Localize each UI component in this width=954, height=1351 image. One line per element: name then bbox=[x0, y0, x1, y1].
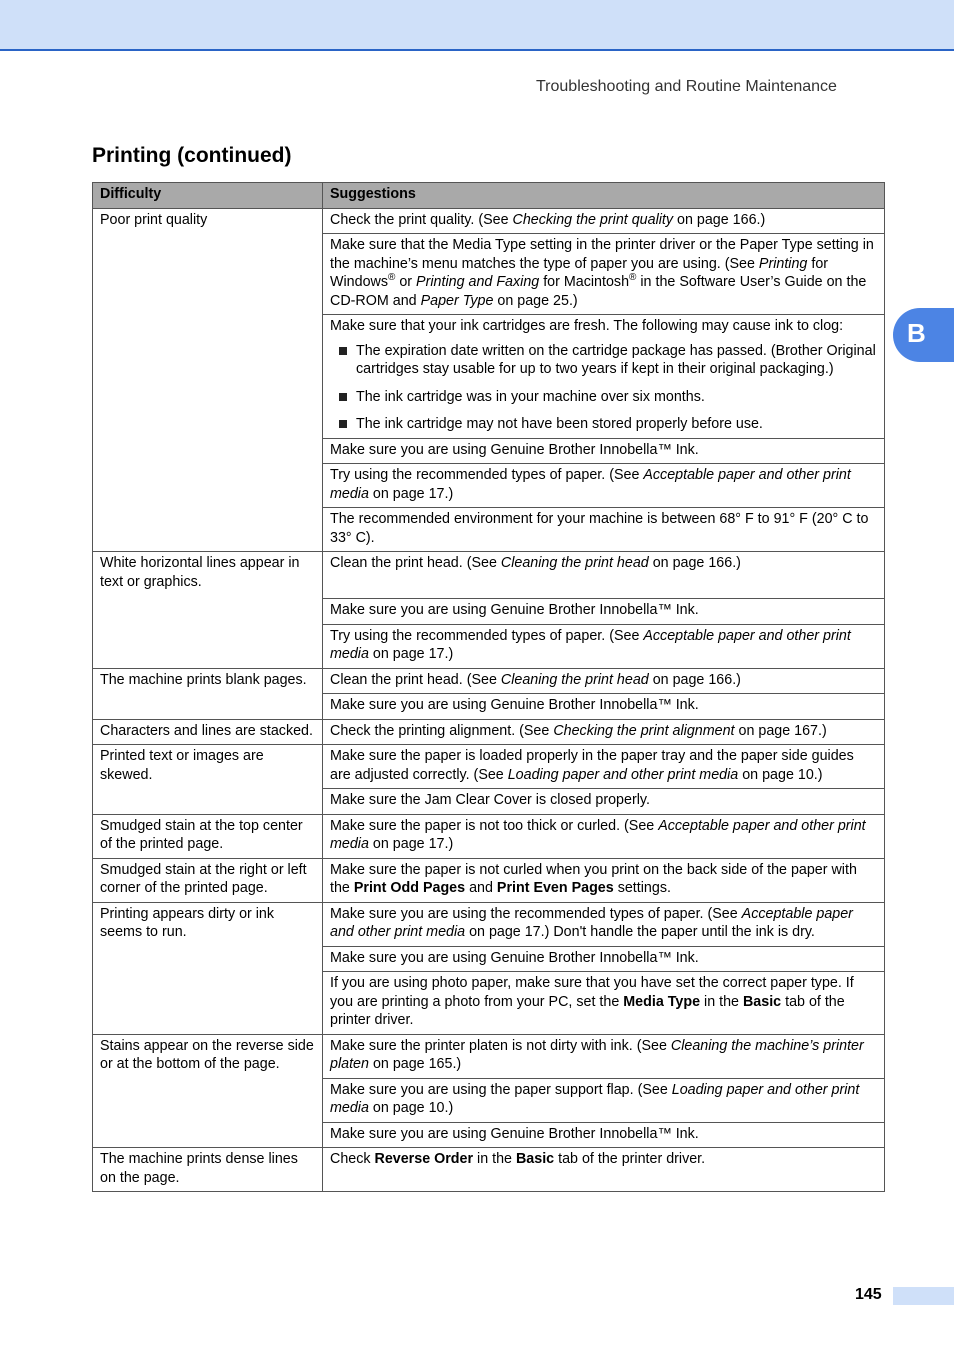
suggestion-text: Make sure that the Media Type setting in the printer driver or the Paper Type setting in the machine’s menu matches the type of paper you are using. (See bbox=[330, 237, 874, 272]
suggestion-text: Make sure you are using Genuine Brother Innobella™ Ink. bbox=[330, 602, 699, 618]
suggestion-text: on page 167.) bbox=[734, 722, 827, 739]
page-number: 145 bbox=[855, 1286, 882, 1303]
table-row bbox=[93, 902, 885, 946]
suggestion-text: tab of the printer driver. bbox=[330, 993, 845, 1028]
suggestion-cell bbox=[323, 745, 885, 789]
suggestion-text: Make sure the paper is loaded properly in the paper tray and the paper side guides are adjusted correctly. (See bbox=[330, 748, 854, 783]
suggestion-text: Make sure you are using Genuine Brother Innobella™ Ink. bbox=[330, 441, 699, 458]
suggestion-text: Make sure you are using the recommended types of paper. (See bbox=[330, 905, 742, 922]
suggestion-text: Check the print quality. (See bbox=[330, 211, 513, 228]
ui-setting-name: Basic bbox=[742, 993, 782, 1010]
difficulty-cell: The machine prints dense lines on the page. bbox=[93, 1148, 323, 1192]
table-row bbox=[93, 814, 885, 858]
table-row bbox=[93, 1034, 885, 1078]
cross-reference: Paper Type bbox=[420, 292, 494, 309]
suggestion-cell bbox=[323, 668, 885, 694]
suggestion-text: in the bbox=[473, 1151, 516, 1167]
suggestion-text: Make sure you are using Genuine Brother Innobella™ Ink. bbox=[330, 1125, 699, 1142]
ui-setting-name: Reverse Order bbox=[374, 1151, 474, 1167]
suggestion-cell bbox=[323, 1078, 885, 1122]
registered-mark: ® bbox=[629, 272, 637, 283]
suggestion-cell bbox=[323, 694, 885, 720]
chapter-tab bbox=[893, 308, 954, 362]
header-suggestions: Suggestions bbox=[323, 183, 885, 209]
suggestion-text: Check bbox=[330, 1151, 375, 1167]
troubleshooting-table bbox=[92, 182, 885, 1192]
table-row bbox=[93, 745, 885, 789]
cross-reference: Acceptable paper and other print media bbox=[330, 467, 851, 502]
suggestion-text: on page 17.) bbox=[368, 646, 454, 662]
ui-setting-name: Print Odd Pages bbox=[353, 880, 466, 896]
suggestion-text: tab of the printer driver. bbox=[554, 1151, 706, 1167]
difficulty-cell: Smudged stain at the top center of the printed page. bbox=[93, 814, 323, 858]
suggestion-text: Try using the recommended types of paper. (See bbox=[330, 627, 644, 644]
table-row bbox=[93, 668, 885, 694]
suggestion-cell bbox=[323, 464, 885, 508]
table-row bbox=[93, 208, 885, 234]
suggestion-cell bbox=[323, 599, 885, 625]
suggestion-text: The recommended environment for your machine is between 68° F to 91° F (20° C to 33° C). bbox=[330, 511, 869, 546]
suggestion-cell bbox=[323, 438, 885, 464]
suggestion-cell bbox=[323, 814, 885, 858]
suggestion-text: Clean the print head. (See bbox=[330, 671, 501, 688]
suggestion-text: on page 166.) bbox=[673, 211, 766, 228]
suggestion-text: on page 17.) bbox=[368, 485, 454, 502]
table-row bbox=[93, 858, 885, 902]
suggestion-cell bbox=[323, 1148, 885, 1192]
difficulty-cell: The machine prints blank pages. bbox=[93, 668, 323, 719]
chapter-tab-letter: B bbox=[907, 318, 926, 348]
suggestion-cell bbox=[323, 972, 885, 1035]
suggestion-text: and bbox=[465, 880, 497, 896]
suggestion-text: on page 25.) bbox=[493, 292, 578, 309]
cross-reference: Acceptable paper and other print media bbox=[330, 627, 851, 662]
table-row bbox=[93, 552, 885, 599]
ui-setting-name: Media Type bbox=[623, 993, 701, 1010]
suggestion-text: Make sure you are using the paper support flap. (See bbox=[330, 1081, 672, 1098]
top-color-band bbox=[0, 0, 954, 51]
cross-reference: Loading paper and other print media bbox=[330, 1081, 860, 1116]
suggestion-text: on page 10.) bbox=[738, 766, 823, 783]
section-title: Printing (continued) bbox=[92, 144, 292, 167]
cross-reference: Acceptable paper and other print media bbox=[330, 905, 853, 940]
page-number-tab bbox=[893, 1287, 954, 1305]
suggestion-cell bbox=[323, 552, 885, 599]
table-row bbox=[93, 719, 885, 745]
table-row bbox=[93, 1148, 885, 1192]
table-header-row bbox=[93, 183, 885, 209]
suggestion-text: settings. bbox=[613, 880, 671, 896]
cross-reference: Acceptable paper and other print media bbox=[330, 817, 866, 852]
suggestion-text: Clean the print head. (See bbox=[330, 555, 501, 571]
suggestion-text: Make sure the Jam Clear Cover is closed properly. bbox=[330, 792, 650, 808]
list-item: The ink cartridge may not have been stored properly before use. bbox=[330, 415, 877, 434]
suggestion-cell bbox=[323, 1122, 885, 1148]
suggestion-cell bbox=[323, 624, 885, 668]
cross-reference: Checking the print quality bbox=[512, 211, 674, 228]
registered-mark: ® bbox=[388, 272, 396, 283]
suggestion-text: on page 17.) bbox=[368, 836, 454, 852]
suggestion-text: on page 10.) bbox=[368, 1100, 454, 1116]
suggestion-text: for Windows bbox=[330, 255, 829, 290]
suggestion-cell bbox=[323, 1034, 885, 1078]
suggestion-cell bbox=[323, 719, 885, 745]
difficulty-cell: Printed text or images are skewed. bbox=[93, 745, 323, 815]
suggestion-text: Make sure you are using Genuine Brother Innobella™ Ink. bbox=[330, 949, 699, 966]
suggestion-text: Make sure you are using Genuine Brother Innobella™ Ink. bbox=[330, 697, 699, 713]
cross-reference: Loading paper and other print media bbox=[507, 766, 739, 783]
suggestion-cell bbox=[323, 858, 885, 902]
suggestion-text: Try using the recommended types of paper. (See bbox=[330, 467, 644, 483]
suggestion-cell bbox=[323, 208, 885, 234]
difficulty-cell: Stains appear on the reverse side or at the bottom of the page. bbox=[93, 1034, 323, 1148]
difficulty-cell: Characters and lines are stacked. bbox=[93, 719, 323, 745]
cross-reference: Cleaning the print head bbox=[500, 671, 649, 688]
suggestion-text: in the bbox=[700, 993, 743, 1010]
suggestion-text: Make sure the paper is not too thick or curled. (See bbox=[330, 817, 659, 834]
suggestion-text: in the Software User’s Guide on the CD-ROM and bbox=[330, 274, 867, 309]
difficulty-cell: Smudged stain at the right or left corner of the printed page. bbox=[93, 858, 323, 902]
suggestion-text: for Macintosh bbox=[539, 274, 630, 290]
suggestion-cell bbox=[323, 315, 885, 439]
suggestion-text: Make sure the printer platen is not dirty with ink. (See bbox=[330, 1037, 671, 1054]
list-item: The ink cartridge was in your machine over six months. bbox=[330, 388, 877, 407]
running-header: Troubleshooting and Routine Maintenance bbox=[536, 78, 837, 95]
suggestion-text: Check the printing alignment. (See bbox=[330, 722, 554, 739]
suggestion-text: on page 166.) bbox=[648, 671, 741, 688]
table-body bbox=[93, 208, 885, 1192]
suggestion-cell bbox=[323, 789, 885, 815]
cross-reference: Checking the print alignment bbox=[553, 722, 735, 739]
cause-list bbox=[330, 342, 877, 434]
difficulty-cell: Poor print quality bbox=[93, 208, 323, 552]
suggestion-text: Make sure the paper is not curled when you print on the back side of the paper with the bbox=[330, 861, 857, 896]
difficulty-cell: Printing appears dirty or ink seems to run. bbox=[93, 902, 323, 1034]
header-difficulty: Difficulty bbox=[93, 183, 323, 209]
list-item: The expiration date written on the cartridge package has passed. (Brother Original cartridges stay usable for up to two years if kept in their original packaging.) bbox=[330, 342, 877, 379]
difficulty-cell: White horizontal lines appear in text or graphics. bbox=[93, 552, 323, 669]
ui-setting-name: Print Even Pages bbox=[496, 880, 614, 896]
cross-reference: Printing and Faxing bbox=[416, 274, 540, 290]
ui-setting-name: Basic bbox=[515, 1151, 555, 1167]
suggestion-cell bbox=[323, 234, 885, 315]
suggestion-text: Make sure that your ink cartridges are fresh. The following may cause ink to clog: bbox=[330, 318, 844, 334]
suggestion-text: or bbox=[395, 274, 417, 290]
suggestion-cell bbox=[323, 946, 885, 972]
cross-reference: Printing bbox=[758, 255, 808, 272]
cross-reference: Cleaning the print head bbox=[500, 555, 649, 571]
suggestion-text: on page 165.) bbox=[368, 1056, 462, 1072]
cross-reference: Cleaning the machine’s printer platen bbox=[330, 1037, 864, 1072]
suggestion-text: on page 166.) bbox=[648, 555, 741, 571]
suggestion-text: on page 17.) Don't handle the paper until the ink is dry. bbox=[465, 924, 815, 940]
suggestion-cell bbox=[323, 902, 885, 946]
suggestion-cell bbox=[323, 508, 885, 552]
suggestion-text: If you are using photo paper, make sure that you have set the correct paper type. If you are printing a photo from your PC, set the bbox=[330, 975, 854, 1010]
